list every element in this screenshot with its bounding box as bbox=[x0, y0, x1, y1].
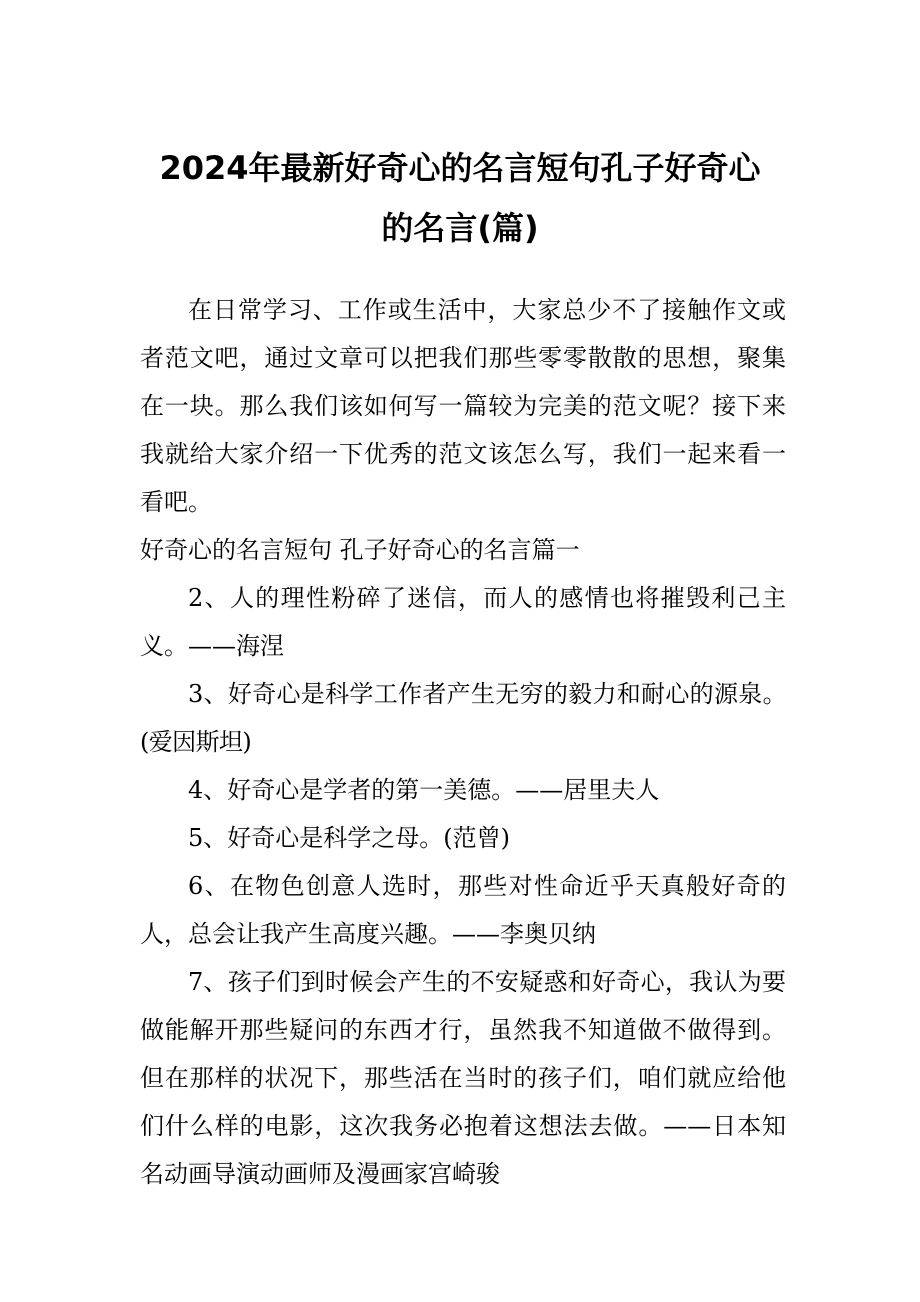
document-title-line-1: 2024年最新好奇心的名言短句孔子好奇心 bbox=[159, 149, 761, 187]
document-body bbox=[140, 286, 786, 1198]
quote-item: 2、人的理性粉碎了迷信，而人的感情也将摧毁利己主义。——海涅 bbox=[140, 584, 786, 660]
quote-item: 6、在物色创意人选时，那些对性命近乎天真般好奇的人，总会让我产生高度兴趣。——李奥贝纳 bbox=[140, 872, 786, 948]
intro-paragraph: 在日常学习、工作或生活中，大家总少不了接触作文或者范文吧，通过文章可以把我们那些零零散散的思想，聚集在一块。那么我们该如何写一篇较为完美的范文呢？接下来我就给大家介绍一下优秀的范文该怎么写，我们一起来看一看吧。 bbox=[140, 296, 786, 516]
quote-item: 5、好奇心是科学之母。(范曾) bbox=[188, 824, 510, 852]
quote-item: 7、孩子们到时候会产生的不安疑惑和好奇心，我认为要做能解开那些疑问的东西才行，虽然我不知道做不做得到。但在那样的状况下，那些活在当时的孩子们，咱们就应给他们什么样的电影，这次我务必抱着这想法去做。——日本知名动画导演动画师及漫画家宫崎骏 bbox=[140, 968, 786, 1188]
document-title-line-2: 的名言(篇) bbox=[381, 209, 539, 247]
quote-item: 4、好奇心是学者的第一美德。——居里夫人 bbox=[188, 776, 660, 804]
quote-item: 3、好奇心是科学工作者产生无穷的毅力和耐心的源泉。(爱因斯坦) bbox=[140, 680, 786, 756]
section-heading: 好奇心的名言短句 孔子好奇心的名言篇一 bbox=[140, 536, 580, 564]
